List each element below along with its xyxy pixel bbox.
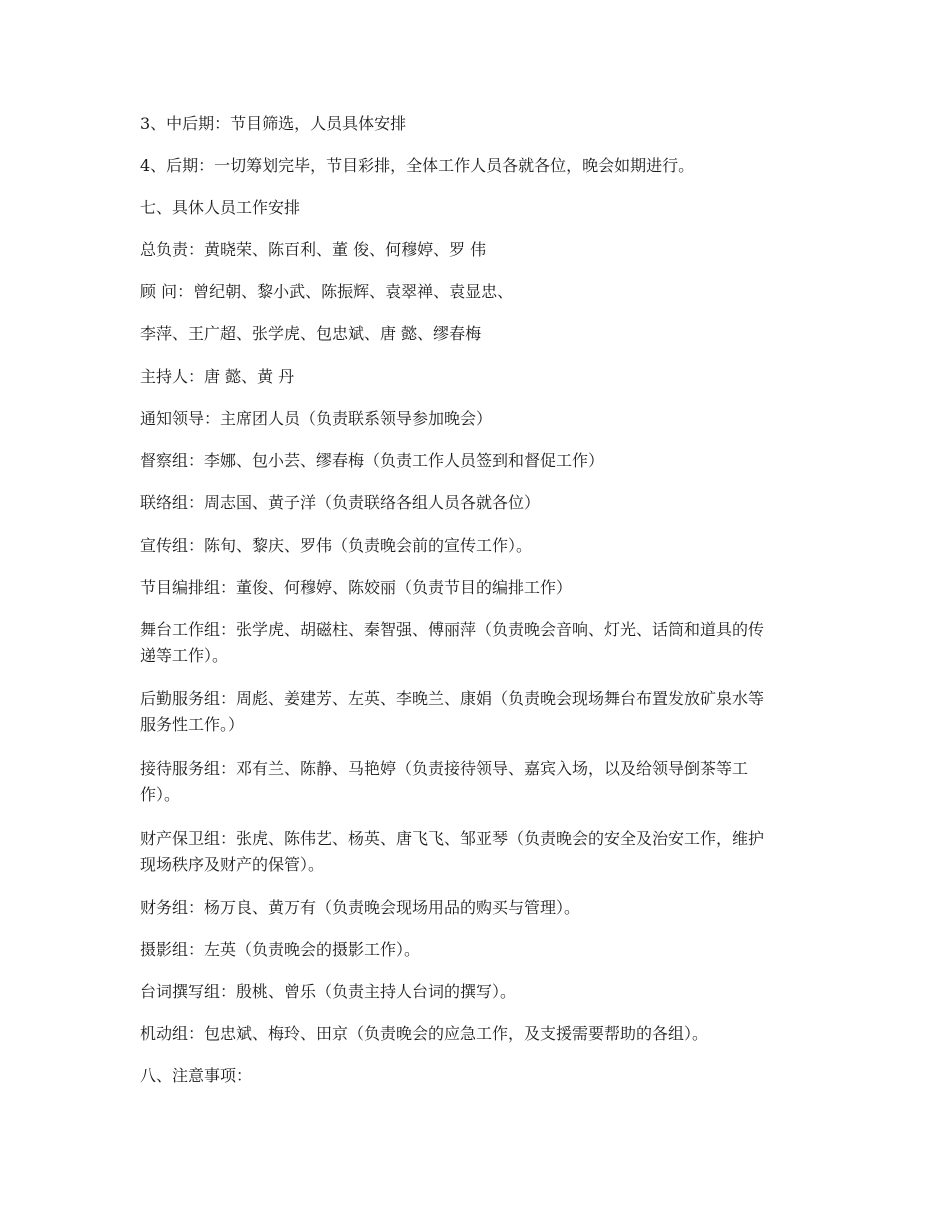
text-line: 李萍、王广超、张学虎、包忠斌、唐 懿、缪春梅: [140, 324, 482, 343]
text-line: 财务组：杨万良、黄万有（负责晚会现场用品的购买与管理）。: [140, 898, 581, 917]
text-line: 总负责：黄晓荣、陈百利、董 俊、何穆婷、罗 伟: [140, 240, 487, 259]
text-line: 财产保卫组：张虎、陈伟艺、杨英、唐飞飞、邹亚琴（负责晚会的安全及治安工作，维护: [140, 829, 765, 848]
text-line: 3、中后期：节目筛选，人员具体安排: [140, 114, 407, 133]
text-line: 作）。: [140, 785, 181, 804]
text-line: 台词撰写组：殷桃、曾乐（负责主持人台词的撰写）。: [140, 982, 517, 1001]
text-line: 通知领导：主席团人员（负责联系领导参加晚会）: [140, 409, 493, 428]
text-line: 摄影组：左英（负责晚会的摄影工作）。: [140, 940, 421, 959]
text-line: 后勤服务组：周彪、姜建芳、左英、李晚兰、康娟（负责晚会现场舞台布置发放矿泉水等: [140, 689, 765, 708]
text-line: 督察组：李娜、包小芸、缪春梅（负责工作人员签到和督促工作）: [140, 451, 605, 470]
text-line: 主持人：唐 懿、黄 丹: [140, 367, 295, 386]
text-line: 服务性工作。）: [140, 715, 245, 734]
text-line: 4、后期：一切筹划完毕，节目彩排，全体工作人员各就各位，晚会如期进行。: [140, 156, 695, 175]
text-line: 联络组：周志国、黄子洋（负责联络各组人员各就各位）: [140, 493, 541, 512]
text-line: 递等工作）。: [140, 646, 229, 665]
text-line: 接待服务组：邓有兰、陈静、马艳婷（负责接待领导、嘉宾入场，以及给领导倒茶等工: [140, 759, 749, 778]
text-line: 机动组：包忠斌、梅玲、田京（负责晚会的应急工作，及支援需要帮助的各组）。: [140, 1024, 709, 1043]
section-heading: 八、注意事项：: [140, 1066, 253, 1085]
text-line: 节目编排组：董俊、何穆婷、陈姣丽（负责节目的编排工作）: [140, 578, 573, 597]
section-heading: 七、具休人员工作安排: [140, 198, 301, 217]
text-line: 现场秩序及财产的保管）。: [140, 855, 325, 874]
text-line: 舞台工作组：张学虎、胡磁柱、秦智强、傅丽萍（负责晚会音响、灯光、话筒和道具的传: [140, 620, 765, 639]
text-line: 宣传组：陈旬、黎庆、罗伟（负责晚会前的宣传工作）。: [140, 536, 533, 555]
text-line: 顾 问：曾纪朝、黎小武、陈振辉、袁翠禅、袁显忠、: [140, 282, 514, 301]
